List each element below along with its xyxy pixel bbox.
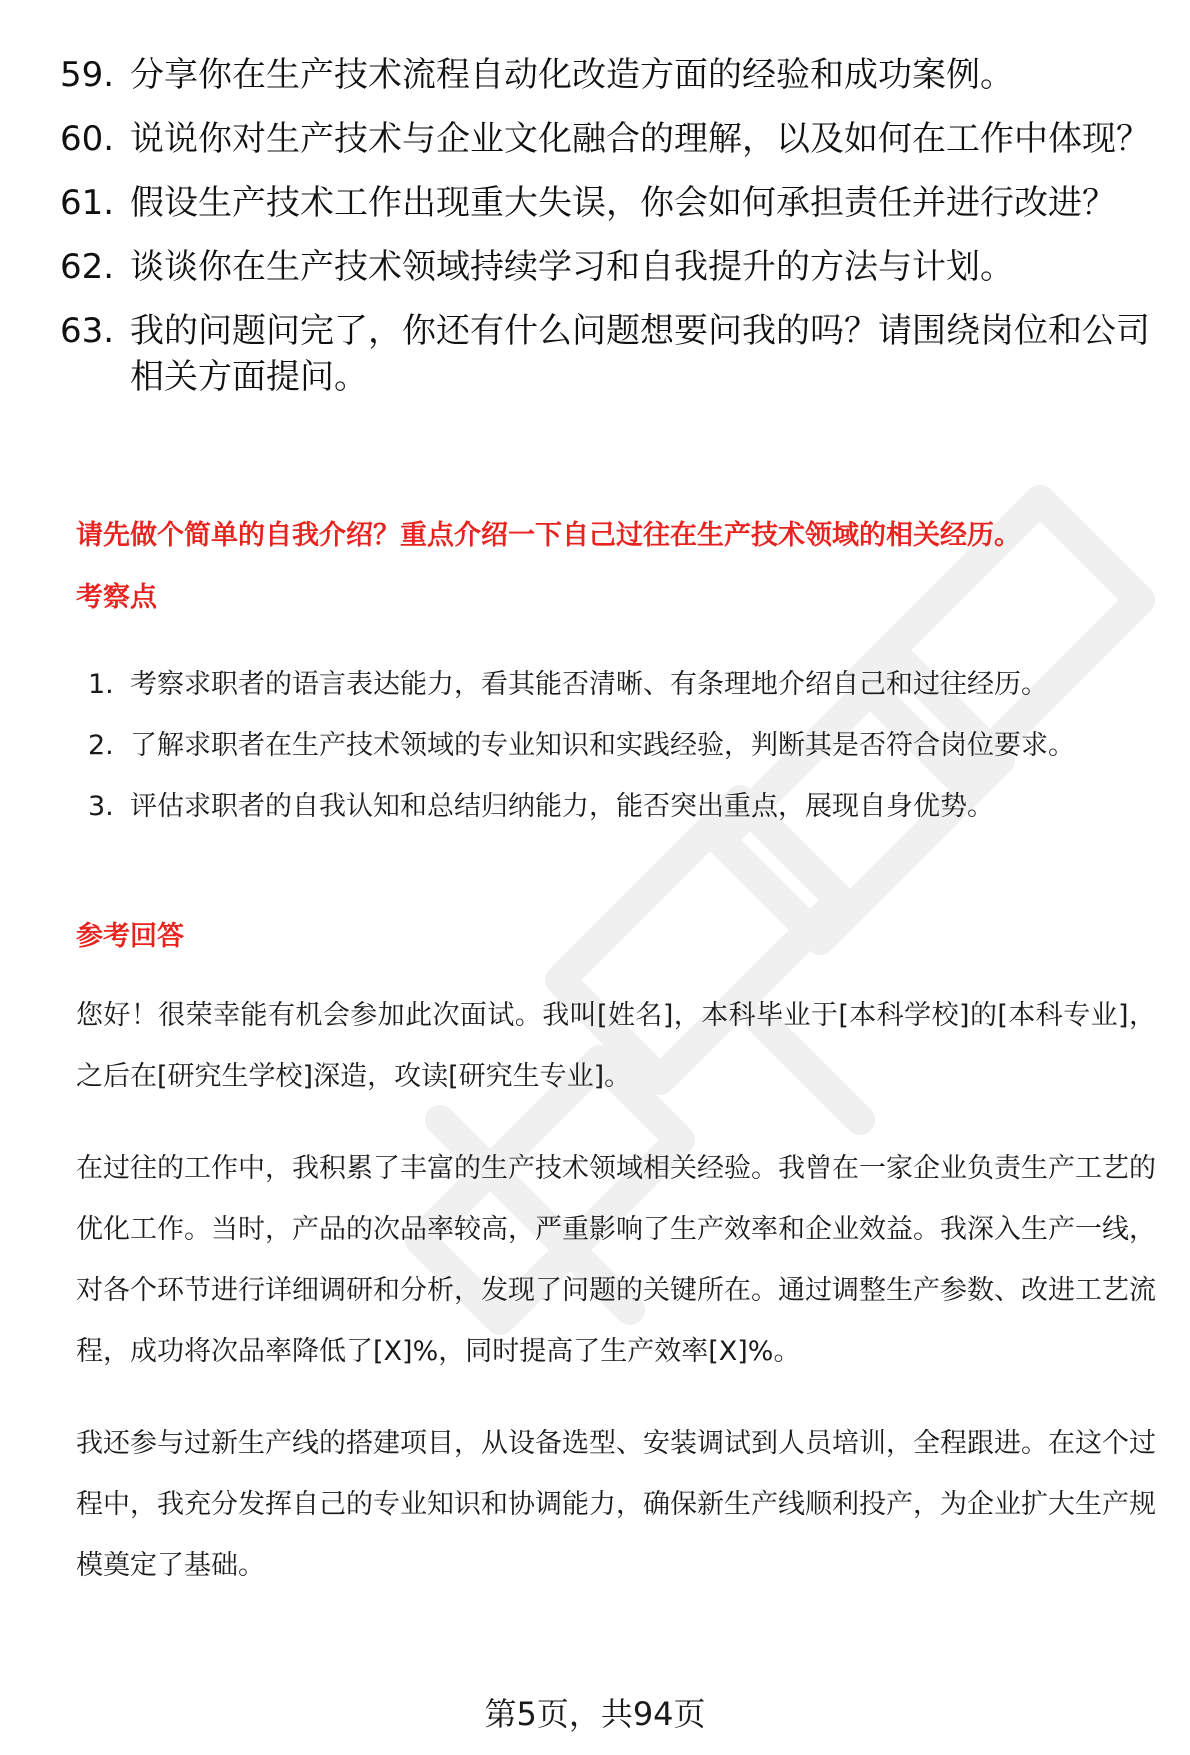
- focus-item: [88, 715, 1148, 776]
- focus-item-text: 考察求职者的语言表达能力，看其能否清晰、有条理地介绍自己和过往经历。: [130, 669, 1048, 700]
- question-text: 分享你在生产技术流程自动化改造方面的经验和成功案例。: [130, 55, 1014, 95]
- question-item: [60, 244, 1150, 290]
- question-number: 61.: [60, 183, 115, 223]
- focus-item-number: 1.: [88, 669, 114, 700]
- focus-item-text: 了解求职者在生产技术领域的专业知识和实践经验，判断其是否符合岗位要求。: [130, 730, 1075, 761]
- focus-item-number: 2.: [88, 730, 114, 761]
- question-text: 谈谈你在生产技术领域持续学习和自我提升的方法与计划。: [130, 247, 1014, 287]
- focus-item-text: 评估求职者的自我认知和总结归纳能力，能否突出重点，展现自身优势。: [130, 791, 994, 822]
- focus-item: [88, 654, 1148, 715]
- answer-paragraph: 在过往的工作中，我积累了丰富的生产技术领域相关经验。我曾在一家企业负责生产工艺的优化工作。当时，产品的次品率较高，严重影响了生产效率和企业效益。我深入生产一线，对各个环节进行详细调研和分析，发现了问题的关键所在。通过调整生产参数、改进工艺流程，成功将次品率降低了[X]%，同时提高了生产效率[X]%。: [76, 1153, 1156, 1367]
- answer-section-title: 参考回答: [76, 921, 184, 952]
- focus-list: [88, 654, 1148, 837]
- question-number: 63.: [60, 311, 115, 351]
- answer-body: [76, 985, 1156, 1627]
- question-text: 说说你对生产技术与企业文化融合的理解，以及如何在工作中体现？: [130, 119, 1150, 159]
- question-text: 假设生产技术工作出现重大失误，你会如何承担责任并进行改进？: [130, 183, 1116, 223]
- answer-paragraph: 您好！很荣幸能有机会参加此次面试。我叫[姓名]，本科毕业于[本科学校]的[本科专业]，之后在[研究生学校]深造，攻读[研究生专业]。: [76, 1000, 1156, 1092]
- question-text: 我的问题问完了，你还有什么问题想要问我的吗？请围绕岗位和公司相关方面提问。: [130, 311, 1150, 397]
- question-item: [60, 116, 1150, 162]
- focus-section-title: 考察点: [76, 582, 157, 613]
- focus-item-number: 3.: [88, 791, 114, 822]
- question-number: 62.: [60, 247, 115, 287]
- question-number: 60.: [60, 119, 115, 159]
- question-item: [60, 52, 1150, 98]
- focus-item: [88, 776, 1148, 837]
- answer-paragraph: 我还参与过新生产线的搭建项目，从设备选型、安装调试到人员培训，全程跟进。在这个过程中，我充分发挥自己的专业知识和协调能力，确保新生产线顺利投产，为企业扩大生产规模奠定了基础。: [76, 1428, 1156, 1581]
- page-footer: 第5页，共94页: [484, 1695, 706, 1733]
- question-list: [60, 52, 1150, 418]
- question-item: [60, 308, 1150, 400]
- featured-question: 请先做个简单的自我介绍？重点介绍一下自己过往在生产技术领域的相关经历。: [76, 520, 1021, 551]
- question-number: 59.: [60, 55, 115, 95]
- question-item: [60, 180, 1150, 226]
